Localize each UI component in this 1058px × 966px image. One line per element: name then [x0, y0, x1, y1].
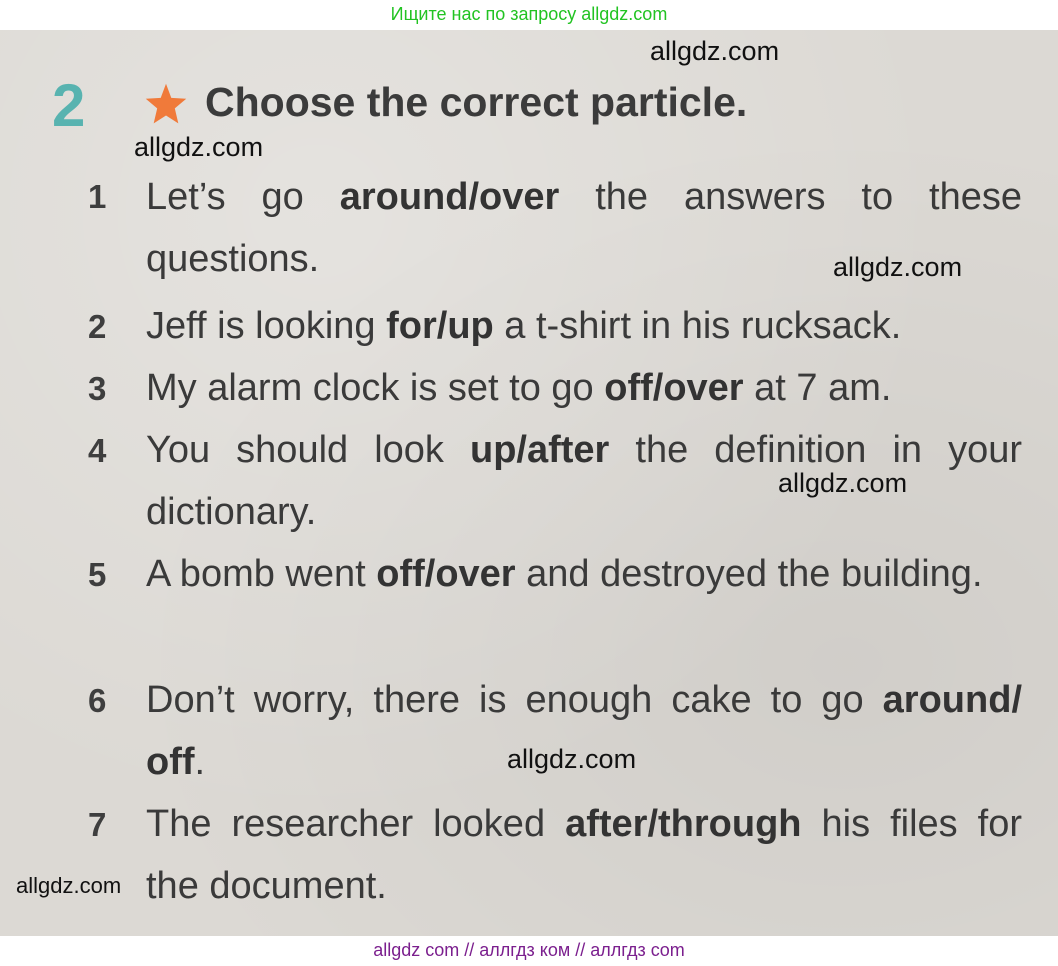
list-item [146, 793, 1022, 917]
item-text-pre: A bomb went [146, 553, 377, 595]
item-number: 3 [88, 370, 107, 407]
watermark: allgdz.com [778, 468, 908, 498]
item-particle-choice: around/ off [146, 679, 1022, 783]
item-text-post: and destroyed the building. [515, 553, 983, 595]
list-item [146, 295, 1022, 357]
item-particle-choice: around/over [339, 176, 560, 218]
item-number: 4 [88, 432, 107, 469]
item-number: 1 [88, 178, 107, 215]
top-banner[interactable]: Ищите нас по запросу allgdz.com [0, 0, 1058, 30]
star-shape [146, 84, 186, 124]
bottom-banner[interactable]: allgdz com // аллгдз ком // аллгдз com [0, 936, 1058, 966]
item-particle-choice: up/after [469, 429, 610, 471]
list-item [146, 543, 1022, 605]
watermark: allgdz.com [833, 252, 963, 282]
item-particle-choice: off/over [604, 367, 744, 409]
watermark: allgdz.com [507, 744, 637, 774]
item-text-post: at 7 am. [743, 367, 892, 409]
item-particle-choice: off/over [376, 553, 516, 595]
item-text-post: a t-shirt in his rucksack. [493, 305, 902, 347]
exercise-title: Choose the correct particle. [205, 79, 748, 125]
item-text-pre: Don’t worry, there is enough cake to go [146, 679, 883, 721]
item-text-post: . [194, 741, 206, 783]
item-text-pre: Jeff is looking [146, 305, 387, 347]
star-icon [144, 82, 188, 126]
item-particle-choice: after/through [565, 803, 802, 845]
watermark: allgdz.com [134, 132, 264, 162]
item-text-post: his files for the document. [146, 803, 1022, 907]
item-number: 2 [88, 308, 107, 345]
item-text-post: the definition in your dictionary. [146, 429, 1022, 533]
item-text-pre: Let’s go [146, 176, 340, 218]
item-particle-choice: for/up [386, 305, 494, 347]
item-text-post: the answers to these questions. [146, 176, 1022, 280]
list-item [146, 357, 1022, 419]
watermark: allgdz.com [650, 36, 780, 66]
item-text-pre: You should look [146, 429, 470, 471]
exercise-number: 2 [52, 72, 86, 139]
item-text-pre: The researcher looked [146, 803, 566, 845]
watermark: allgdz.com [16, 873, 122, 898]
item-number: 5 [88, 556, 107, 593]
item-number: 7 [88, 806, 107, 843]
item-number: 6 [88, 682, 107, 719]
item-text-pre: My alarm clock is set to go [146, 367, 605, 409]
